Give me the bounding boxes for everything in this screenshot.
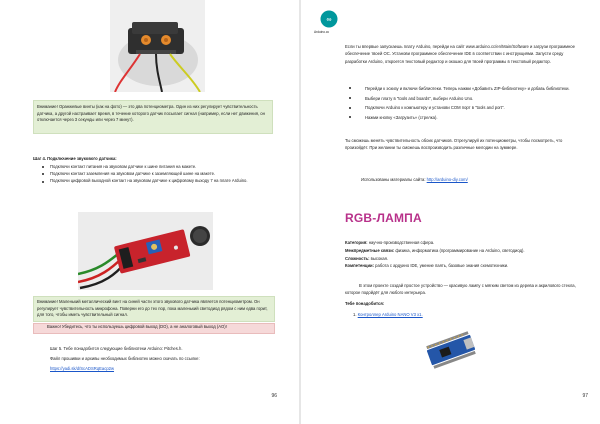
need-item-link[interactable]: Контроллер Arduino NANO V3 х1. <box>357 312 423 317</box>
source-label: Использованы материалы сайта: <box>361 177 427 182</box>
meta-value: высокая. <box>369 255 389 261</box>
pir-sensor-photo <box>110 0 205 92</box>
source-line <box>361 177 581 184</box>
step5-label: Шаг 5. Тебе понадобится следующие библиотеки Arduino: Pitches.h. <box>50 346 183 351</box>
sound-sensor-image <box>78 212 213 290</box>
step4-item: Подключи контакт заземления на звуковом датчике к заземляющей шине на макете. <box>38 171 268 178</box>
arduino-nano-image <box>420 330 482 370</box>
warning-text: Важно! Убедитесь, что ты используешь цифровой выход (DO), а не аналоговый выход (AO)! <box>47 324 227 329</box>
project-text: В этом проекте создай простое устройство — красивую лампу с мягким светом из дерева и акрилового стекла, которое подойдёт для любого интерьера. <box>345 283 576 296</box>
intro-text <box>345 43 581 65</box>
right-page <box>301 0 600 424</box>
step5-text <box>50 346 270 353</box>
meta-links <box>345 247 585 255</box>
meta-category <box>345 239 585 247</box>
steps-item: Перейди к эскизу и включи библиотеки. Теперь нажми «Добавить ZIP-библиотеку» и добавь библиотеки. <box>345 85 581 93</box>
arduino-nano-photo <box>420 330 482 370</box>
pir-note-text: Внимание! Оранжевые винты (как на фото) — это два потенциометра. Один из них регулирует чувствительность датчика, а другой настраивает время, в течение которого датчик посылает сигнал (например, если нет движения, он отключается через 3 секунды или через 7 минут). <box>37 104 265 123</box>
page-number-left: 96 <box>271 393 277 399</box>
meta-value: научно-производственная сфера. <box>367 240 435 245</box>
meta-label: Компетенции: <box>345 263 374 269</box>
meta-competencies <box>345 262 585 270</box>
logo-caption: Arduino.cc <box>314 30 330 34</box>
step4-list <box>38 164 268 185</box>
meta-difficulty <box>345 255 585 263</box>
files-link[interactable]: https://yadi.sk/d/ScADSRqEacp2w <box>50 366 115 371</box>
files-text: Файл прошивки и архивы необходимых библиотек можно скачать по ссылке: <box>50 356 200 361</box>
need-item <box>353 312 573 319</box>
svg-text:∞: ∞ <box>326 16 332 24</box>
meta-label: Категория: <box>345 240 368 245</box>
left-page <box>0 0 299 424</box>
meta-label: Межпредметные связи: <box>345 247 395 253</box>
steps-item: Подключи Arduino к компьютеру и установи COM порт в "tools and port". <box>345 104 581 112</box>
step4-title: Шаг 4. Подключение звукового датчика: <box>33 156 117 161</box>
meta-value: работа с ардуино IDE, умение паять, базовые знания схемотехники. <box>374 263 509 269</box>
steps-item: Нажми кнопку «Загрузить» (стрелка). <box>345 114 581 122</box>
meta-block <box>345 239 585 270</box>
meta-value: физика, информатика (программирование на Arduino, светодиод). <box>394 247 525 253</box>
pir-sensor-image <box>110 0 205 92</box>
steps-list <box>345 85 581 121</box>
page-number-right: 97 <box>582 393 588 399</box>
meta-label: Сложность: <box>345 255 370 261</box>
step4-item: Подключи контакт питания на звуковом датчике к шине питания на макете. <box>38 164 268 171</box>
section-title: RGB-ЛАМПА <box>345 211 422 225</box>
source-link[interactable]: http://arduino-diy.com/ <box>426 177 468 182</box>
arduino-logo <box>320 10 338 28</box>
sound-sensor-photo <box>78 212 213 290</box>
need-item-number: 1. <box>353 312 357 317</box>
intro-body: Если ты впервые запускаешь плату Arduino, перейди на сайт www.arduino.cc/en/Main/Software и загрузи программное обеспечение твоей ОС. Установи программное обеспечение IDE в соответствии с инструкциями. Запусти среду разработки Arduino, откроется текстовый редактор и окошко для твоей программы в текстовый редактор. <box>345 44 575 64</box>
closing-text: Ты сможешь менять чувствительность обоих датчиков. Отрегулируй их потенциометры, чтобы посмотреть, что произойдёт. При желании ты сможешь воспроизводить различные мелодии на зуммере. <box>345 138 563 151</box>
sound-note-text: Внимание! Маленький металлический винт на синей части этого звукового датчика является потенциометром. Он регулирует чувствительность микрофона. Поверни его до тех пор, пока маленький светодиод рядом с ним едва горит, для того, чтобы иметь чувствительный сигнал. <box>37 299 268 318</box>
step4-item: Подключи цифровой выходной контакт на звуковом датчике к цифровому выходу 7 на плате Arduino. <box>38 178 268 185</box>
steps-item: Выбери плату в "tools and boards", выбери Arduino Uno. <box>345 95 581 103</box>
need-title: Тебе понадобится: <box>345 301 385 306</box>
arduino-logo-icon <box>320 10 338 28</box>
